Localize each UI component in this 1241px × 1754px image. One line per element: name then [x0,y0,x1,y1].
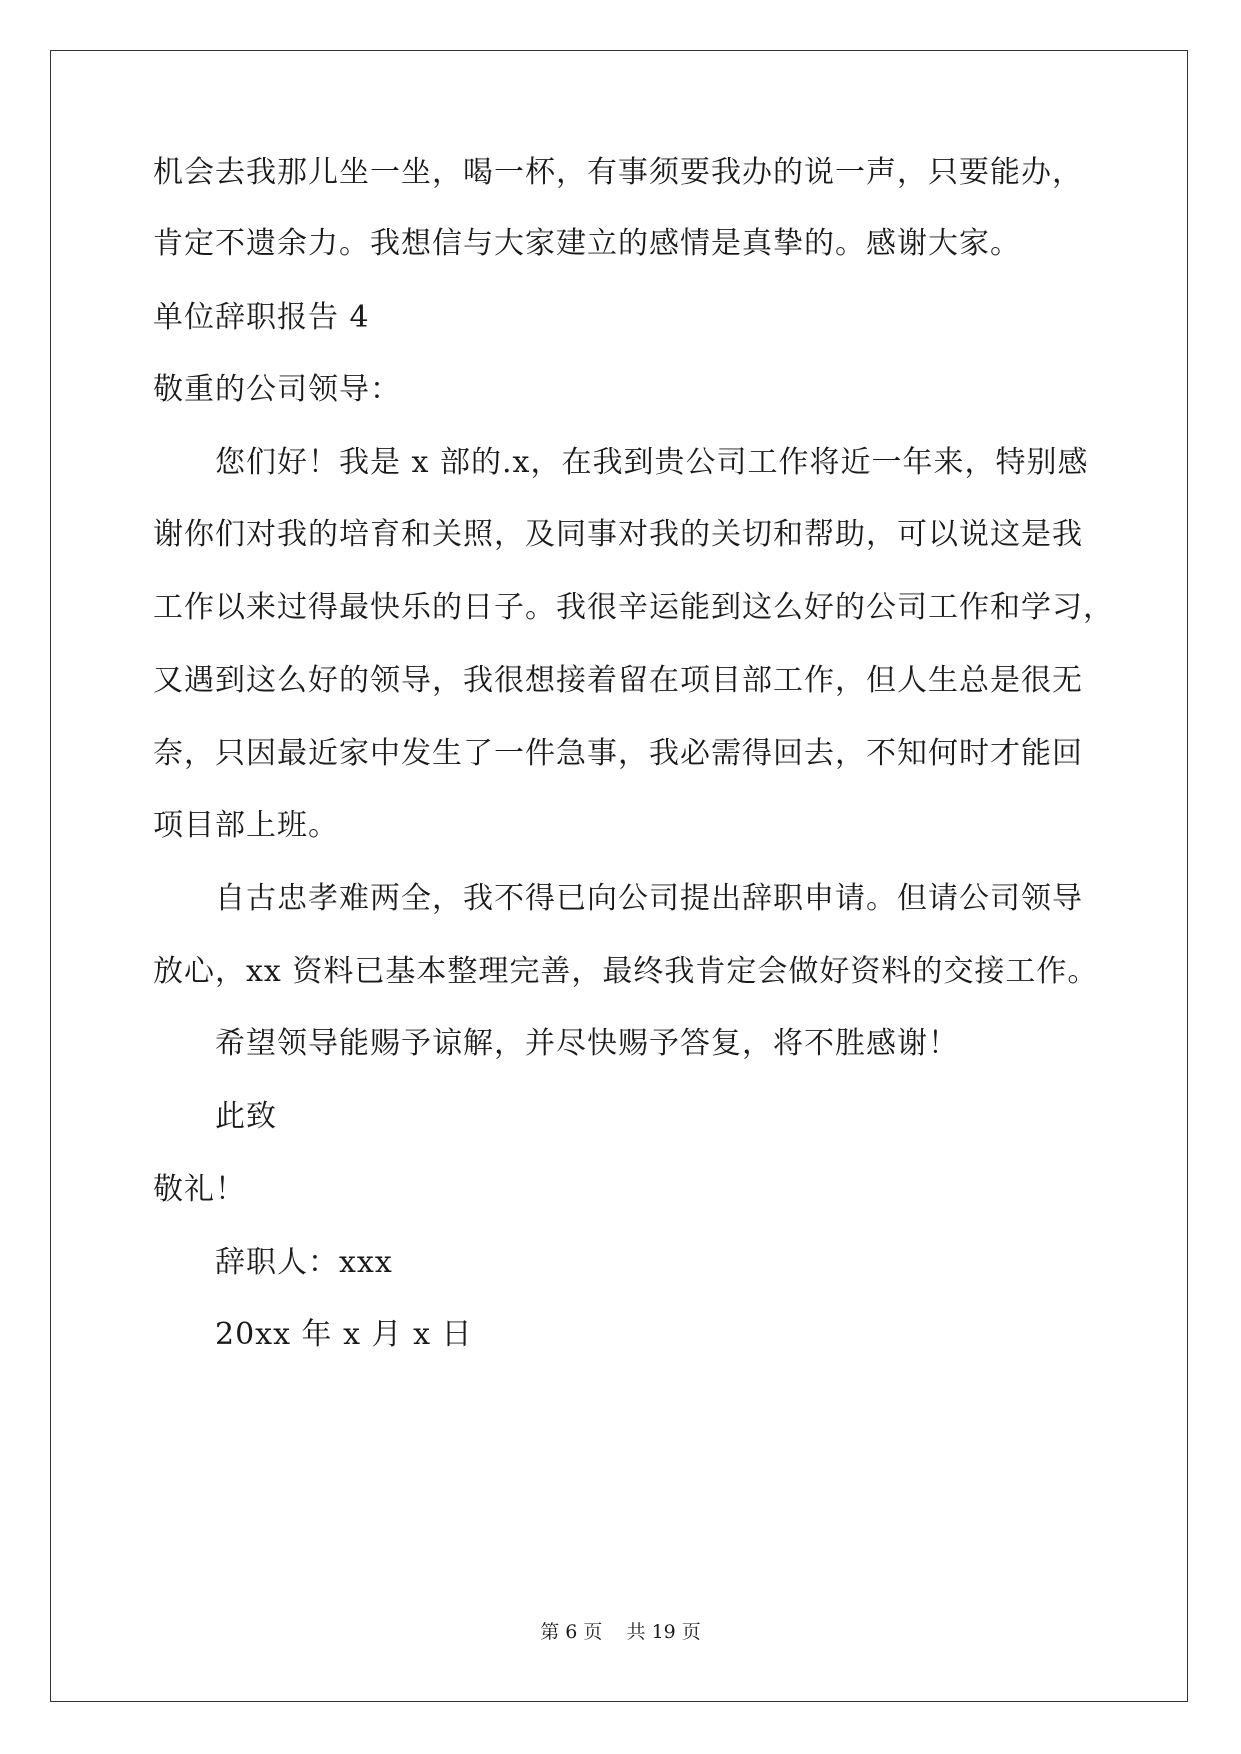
signature-line: 辞职人：xxx [215,1245,393,1280]
body-line-5: 工作以来过得最快乐的日子。我很辛运能到这么好的公司工作和学习， [153,590,1114,625]
body-line-6: 又遇到这么好的领导，我很想接着留在项目部工作，但人生总是很无 [153,663,1083,698]
body-line-9: 自古忠孝难两全，我不得已向公司提出辞职申请。但请公司领导 [215,881,1083,916]
body-line-1: 机会去我那儿坐一坐，喝一杯，有事须要我办的说一声，只要能办， [153,155,1083,190]
body-line-8: 项目部上班。 [153,808,339,843]
date-line: 20xx 年 x 月 x 日 [215,1317,473,1352]
body-line-3: 您们好！我是 x 部的.x，在我到贵公司工作将近一年来，特别感 [215,445,1089,480]
closing-jing-li: 敬礼！ [153,1172,246,1207]
body-line-11: 希望领导能赐予谅解，并尽快赐予答复，将不胜感谢！ [215,1026,959,1061]
page-number-footer: 第 6 页 共 19 页 [540,1621,701,1643]
body-line-10: 放心，xx 资料已基本整理完善，最终我肯定会做好资料的交接工作。 [153,954,1099,989]
closing-ci-zhi: 此致 [215,1099,277,1134]
body-line-2: 肯定不遗余力。我想信与大家建立的感情是真挚的。感谢大家。 [153,226,1021,261]
body-line-7: 奈，只因最近家中发生了一件急事，我必需得回去，不知何时才能回 [153,736,1083,771]
body-line-4: 谢你们对我的培育和关照，及同事对我的关切和帮助，可以说这是我 [153,517,1083,552]
salutation: 敬重的公司领导： [153,372,401,407]
section-title: 单位辞职报告 4 [153,300,370,335]
